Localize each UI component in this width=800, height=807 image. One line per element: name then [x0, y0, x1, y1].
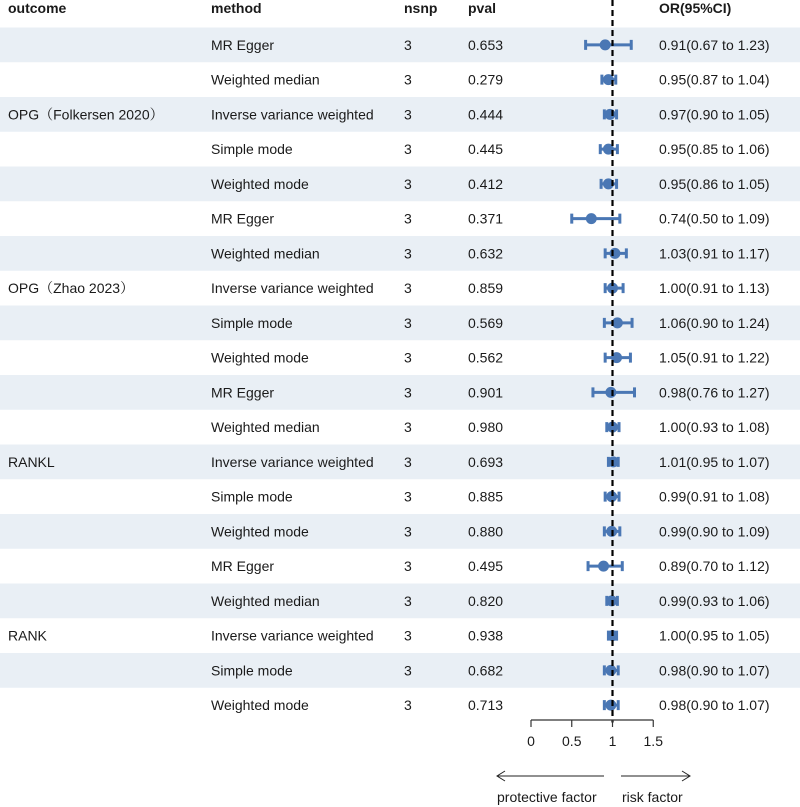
outcome-label: OPG（Zhao 2023） [8, 280, 135, 297]
pval-cell: 0.444 [468, 106, 504, 123]
header-nsnp: nsnp [404, 0, 438, 16]
or-ci-cell: 0.99(0.90 to 1.09) [659, 523, 770, 540]
nsnp-cell: 3 [404, 175, 412, 192]
nsnp-cell: 3 [404, 419, 412, 436]
pval-cell: 0.445 [468, 141, 504, 158]
pval-cell: 0.279 [468, 71, 504, 88]
nsnp-cell: 3 [404, 36, 412, 53]
pval-cell: 0.371 [468, 210, 504, 227]
or-ci-cell: 0.98(0.90 to 1.07) [659, 662, 770, 679]
outcome-label: OPG（Folkersen 2020） [8, 106, 164, 123]
method-cell: Inverse variance weighted [211, 627, 374, 644]
nsnp-cell: 3 [404, 280, 412, 297]
or-ci-cell: 1.00(0.93 to 1.08) [659, 419, 770, 436]
x-tick-label: 1 [608, 733, 617, 749]
or-ci-cell: 0.95(0.86 to 1.05) [659, 175, 770, 192]
method-cell: Inverse variance weighted [211, 280, 374, 297]
header-outcome: outcome [8, 0, 67, 16]
or-ci-cell: 1.03(0.91 to 1.17) [659, 245, 770, 262]
pval-cell: 0.412 [468, 175, 504, 192]
method-cell: Weighted median [211, 419, 320, 436]
nsnp-cell: 3 [404, 697, 412, 714]
pval-cell: 0.562 [468, 349, 504, 366]
nsnp-cell: 3 [404, 314, 412, 331]
x-axis [527, 720, 663, 749]
header-or-ci: OR(95%CI) [659, 0, 732, 16]
or-point [605, 665, 616, 676]
method-cell: Simple mode [211, 314, 293, 331]
or-point [605, 387, 616, 398]
nsnp-cell: 3 [404, 558, 412, 575]
pval-cell: 0.820 [468, 592, 504, 609]
nsnp-cell: 3 [404, 488, 412, 505]
method-cell: Weighted mode [211, 349, 309, 366]
or-point [605, 700, 616, 711]
or-ci-cell: 0.95(0.87 to 1.04) [659, 71, 770, 88]
or-ci-cell: 1.06(0.90 to 1.24) [659, 314, 770, 331]
or-point [586, 213, 597, 224]
nsnp-cell: 3 [404, 106, 412, 123]
outcome-label: RANKL [8, 453, 55, 470]
nsnp-cell: 3 [404, 384, 412, 401]
method-cell: MR Egger [211, 36, 275, 53]
or-ci-cell: 1.00(0.95 to 1.05) [659, 627, 770, 644]
or-ci-cell: 1.05(0.91 to 1.22) [659, 349, 770, 366]
pval-cell: 0.693 [468, 453, 504, 470]
outcome-label: RANK [8, 627, 47, 644]
pval-cell: 0.682 [468, 662, 504, 679]
protective-factor-label: protective factor [497, 789, 597, 805]
x-tick-label: 0 [527, 733, 535, 749]
pval-cell: 0.632 [468, 245, 504, 262]
pval-cell: 0.880 [468, 523, 504, 540]
or-ci-cell: 0.97(0.90 to 1.05) [659, 106, 770, 123]
method-cell: Weighted mode [211, 175, 309, 192]
x-tick-label: 1.5 [643, 733, 663, 749]
pval-cell: 0.938 [468, 627, 504, 644]
nsnp-cell: 3 [404, 349, 412, 366]
pval-cell: 0.901 [468, 384, 504, 401]
or-ci-cell: 0.98(0.76 to 1.27) [659, 384, 770, 401]
x-axis-ticks [527, 720, 663, 749]
method-cell: MR Egger [211, 558, 275, 575]
method-cell: MR Egger [211, 210, 275, 227]
pval-cell: 0.495 [468, 558, 504, 575]
direction-arrows [497, 771, 690, 805]
or-ci-cell: 1.00(0.91 to 1.13) [659, 280, 770, 297]
pval-cell: 0.859 [468, 280, 504, 297]
x-tick-label: 0.5 [562, 733, 582, 749]
or-ci-cell: 0.99(0.93 to 1.06) [659, 592, 770, 609]
nsnp-cell: 3 [404, 71, 412, 88]
header-pval: pval [468, 0, 497, 16]
nsnp-cell: 3 [404, 523, 412, 540]
method-cell: Weighted median [211, 245, 320, 262]
pval-cell: 0.980 [468, 419, 504, 436]
method-cell: Weighted mode [211, 523, 309, 540]
nsnp-cell: 3 [404, 245, 412, 262]
nsnp-cell: 3 [404, 141, 412, 158]
header-method: method [211, 0, 262, 16]
or-point [609, 248, 620, 259]
nsnp-cell: 3 [404, 627, 412, 644]
method-cell: Weighted median [211, 592, 320, 609]
or-ci-cell: 1.01(0.95 to 1.07) [659, 453, 770, 470]
pval-cell: 0.653 [468, 36, 504, 53]
or-ci-cell: 0.91(0.67 to 1.23) [659, 36, 770, 53]
nsnp-cell: 3 [404, 662, 412, 679]
pval-cell: 0.713 [468, 697, 504, 714]
table-header [8, 0, 731, 16]
or-point [605, 109, 616, 120]
method-cell: Inverse variance weighted [211, 453, 374, 470]
method-cell: Simple mode [211, 488, 293, 505]
nsnp-cell: 3 [404, 592, 412, 609]
or-point [598, 561, 609, 572]
method-cell: Weighted mode [211, 697, 309, 714]
method-cell: Simple mode [211, 662, 293, 679]
nsnp-cell: 3 [404, 210, 412, 227]
pval-cell: 0.569 [468, 314, 504, 331]
nsnp-cell: 3 [404, 453, 412, 470]
method-cell: Inverse variance weighted [211, 106, 374, 123]
or-ci-cell: 0.99(0.91 to 1.08) [659, 488, 770, 505]
method-cell: Simple mode [211, 141, 293, 158]
risk-factor-label: risk factor [622, 789, 683, 805]
or-ci-cell: 0.89(0.70 to 1.12) [659, 558, 770, 575]
or-point [600, 39, 611, 50]
pval-cell: 0.885 [468, 488, 504, 505]
or-ci-cell: 0.98(0.90 to 1.07) [659, 697, 770, 714]
or-ci-cell: 0.95(0.85 to 1.06) [659, 141, 770, 158]
or-ci-cell: 0.74(0.50 to 1.09) [659, 210, 770, 227]
method-cell: Weighted median [211, 71, 320, 88]
method-cell: MR Egger [211, 384, 275, 401]
